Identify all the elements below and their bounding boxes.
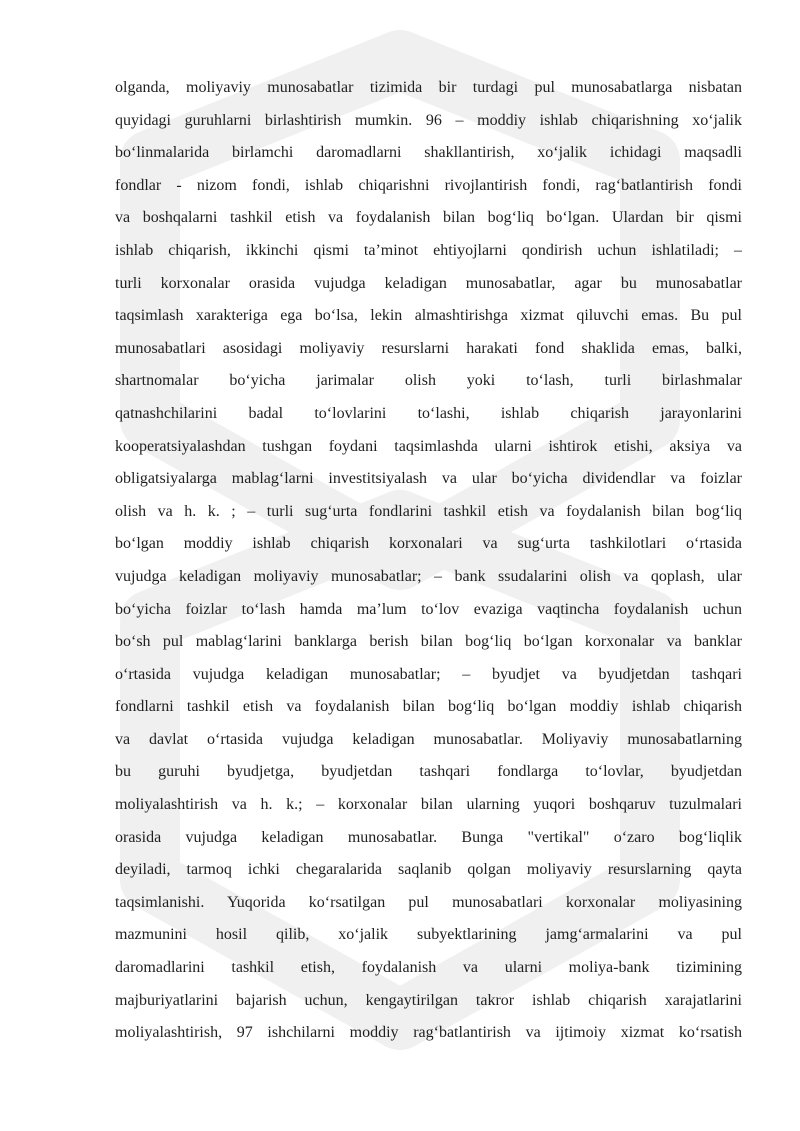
text-line: bu guruhi byudjetga, byudjetdan tashqari fondlarga to‘lovlar, byudjetdan	[115, 763, 742, 781]
text-line: daromadlarini tashkil etish, foydalanish va ularni moliya-bank tizimining	[115, 959, 742, 977]
text-line: obligatsiyalarga mablag‘larni investitsiyalash va ular bo‘yicha dividendlar va foizlar	[115, 470, 742, 488]
text-line: bo‘yicha foizlar to‘lash hamda ma’lum to‘lov evaziga vaqtincha foydalanish uchun	[115, 600, 742, 618]
text-line: bo‘lgan moddiy ishlab chiqarish korxonalari va sug‘urta tashkilotlari o‘rtasida	[115, 535, 742, 553]
text-line: bo‘linmalarida birlamchi daromadlarni shakllantirish, xo‘jalik ichidagi maqsadli	[115, 144, 742, 162]
text-line: fondlarni tashkil etish va foydalanish bilan bog‘liq bo‘lgan moddiy ishlab chiqarish	[115, 698, 742, 716]
text-line: munosabatlari asosidagi moliyaviy resurslarni harakati fond shaklida emas, balki,	[115, 339, 742, 357]
text-line: majburiyatlarini bajarish uchun, kengaytirilgan takror ishlab chiqarish xarajatlarini	[115, 991, 742, 1009]
text-line: kooperatsiyalashdan tushgan foydani taqsimlashda ularni ishtirok etishi, aksiya va	[115, 437, 742, 455]
text-line: taqsimlanishi. Yuqorida ko‘rsatilgan pul munosabatlari korxonalar moliyasining	[115, 893, 742, 911]
text-line: va boshqalarni tashkil etish va foydalanish bilan bog‘liq bo‘lgan. Ulardan bir qismi	[115, 209, 742, 227]
text-line: olganda, moliyaviy munosabatlar tizimida bir turdagi pul munosabatlarga nisbatan	[115, 79, 742, 96]
text-line: vujudga keladigan moliyaviy munosabatlar; – bank ssudalarini olish va qoplash, ular	[115, 567, 742, 585]
text-line: taqsimlash xarakteriga ega bo‘lsa, lekin almashtirishga xizmat qiluvchi emas. Bu pul	[115, 307, 742, 325]
text-line: fondlar - nizom fondi, ishlab chiqarishni rivojlantirish fondi, rag‘batlantirish fondi	[115, 176, 742, 194]
text-line: moliyalashtirish va h. k.; – korxonalar bilan ularning yuqori boshqaruv tuzulmalari	[115, 796, 742, 814]
text-line: olish va h. k. ; – turli sug‘urta fondlarini tashkil etish va foydalanish bilan bog‘liq	[115, 502, 742, 520]
text-line: orasida vujudga keladigan munosabatlar. Bunga "vertikal" o‘zaro bog‘liqlik	[115, 828, 742, 846]
text-line: turli korxonalar orasida vujudga keladigan munosabatlar, agar bu munosabatlar	[115, 274, 742, 292]
text-line: ishlab chiqarish, ikkinchi qismi ta’minot ehtiyojlarni qondirish uchun ishlatiladi; –	[115, 241, 742, 259]
text-line: o‘rtasida vujudga keladigan munosabatlar; – byudjet va byudjetdan tashqari	[115, 665, 742, 683]
text-line: deyiladi, tarmoq ichki chegaralarida saqlanib qolgan moliyaviy resurslarning qayta	[115, 861, 742, 879]
text-line: shartnomalar bo‘yicha jarimalar olish yoki to‘lash, turli birlashmalar	[115, 372, 742, 390]
text-line: qatnashchilarini badal to‘lovlarini to‘lashi, ishlab chiqarish jarayonlarini	[115, 404, 742, 422]
text-line: bo‘sh pul mablag‘larini banklarga berish bilan bog‘liq bo‘lgan korxonalar va banklar	[115, 633, 742, 651]
body-text	[115, 72, 742, 1050]
text-line: mazmunini hosil qilib, xo‘jalik subyektlarining jamg‘armalarini va pul	[115, 926, 742, 944]
text-line: quyidagi guruhlarni birlashtirish mumkin. 96 – moddiy ishlab chiqarishning xo‘jalik	[115, 111, 742, 129]
text-line: va davlat o‘rtasida vujudga keladigan munosabatlar. Moliyaviy munosabatlarning	[115, 730, 742, 748]
text-line: moliyalashtirish, 97 ishchilarni moddiy rag‘batlantirish va ijtimoiy xizmat ko‘rsatish	[115, 1024, 742, 1042]
